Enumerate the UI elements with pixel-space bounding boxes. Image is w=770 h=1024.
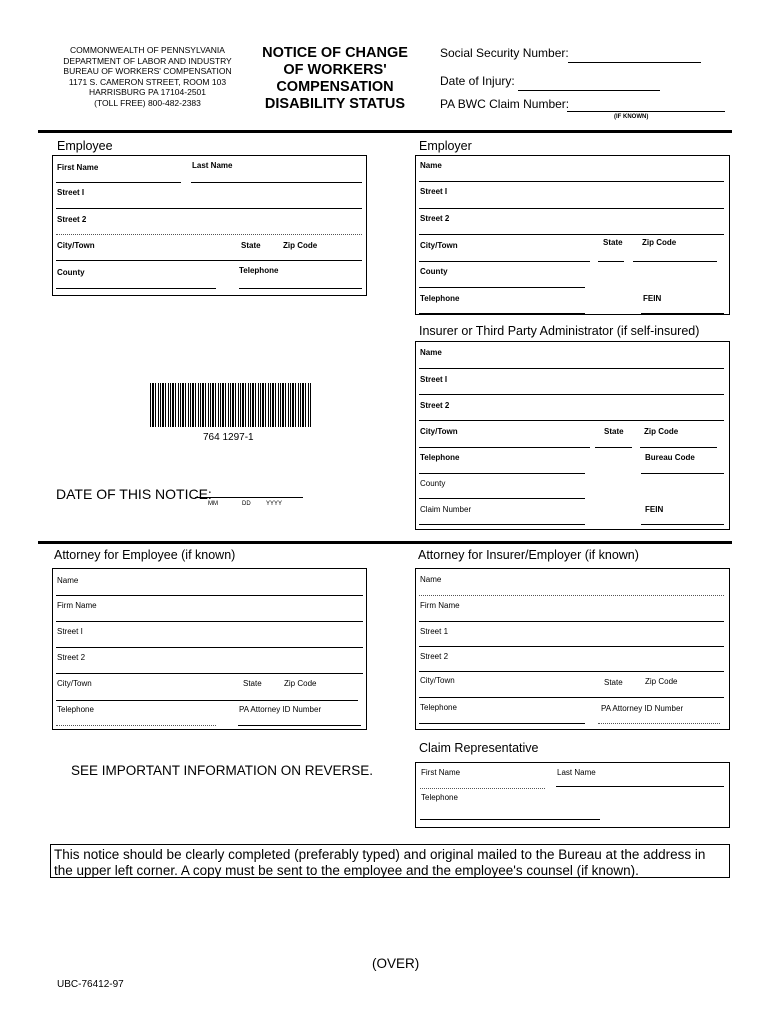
employee-county-label: County — [57, 268, 85, 277]
attorney-insurer-city-state-zip-field[interactable] — [419, 697, 724, 698]
employee-zip-label: Zip Code — [283, 241, 318, 250]
title-line: NOTICE OF CHANGE — [262, 45, 408, 61]
insurer-telephone-field[interactable] — [419, 473, 585, 474]
attorney-insurer-zip-label: Zip Code — [645, 677, 678, 686]
insurer-street2-field[interactable] — [419, 420, 724, 421]
insurer-name-label: Name — [420, 348, 442, 357]
employer-street1-field[interactable] — [419, 208, 724, 209]
attorney-employee-telephone-label: Telephone — [57, 705, 94, 714]
employee-city-state-zip-field[interactable] — [56, 260, 362, 261]
claim-rep-telephone-label: Telephone — [421, 793, 458, 802]
employee-box — [52, 155, 367, 296]
attorney-insurer-state-label: State — [604, 678, 623, 687]
attorney-employee-heading: Attorney for Employee (if known) — [54, 548, 236, 562]
claim-number-field[interactable] — [567, 99, 725, 112]
employer-city-field[interactable] — [419, 261, 590, 262]
employee-city-label: City/Town — [57, 241, 95, 250]
employee-first-name-field[interactable] — [56, 182, 181, 183]
employee-county-field[interactable] — [56, 288, 216, 289]
attorney-insurer-id-field[interactable] — [598, 723, 720, 724]
attorney-employee-city-state-zip-field[interactable] — [56, 700, 358, 701]
injury-date-field[interactable] — [518, 78, 660, 91]
agency-line: COMMONWEALTH OF PENNSYLVANIA — [70, 45, 225, 55]
notice-date-label: DATE OF THIS NOTICE: — [56, 486, 212, 502]
mid-rule — [38, 541, 732, 544]
employer-name-field[interactable] — [419, 181, 724, 182]
employer-street1-label: Street I — [420, 187, 448, 196]
attorney-employee-city-label: City/Town — [57, 679, 92, 688]
attorney-employee-street2-field[interactable] — [56, 673, 363, 674]
employee-state-label: State — [241, 241, 261, 250]
employer-state-label: State — [603, 238, 623, 247]
attorney-employee-state-label: State — [243, 679, 262, 688]
title-line: OF WORKERS' — [283, 62, 387, 78]
attorney-employee-street1-field[interactable] — [56, 647, 363, 648]
employer-fein-label: FEIN — [643, 294, 662, 303]
employee-telephone-label: Telephone — [239, 266, 279, 275]
attorney-employee-telephone-field[interactable] — [56, 725, 216, 726]
if-known-note: (IF KNOWN) — [614, 114, 649, 120]
employer-county-field[interactable] — [419, 287, 585, 288]
employer-state-field[interactable] — [598, 261, 624, 262]
attorney-insurer-name-field[interactable] — [419, 595, 724, 596]
attorney-insurer-street2-label: Street 2 — [420, 652, 449, 661]
employer-telephone-field[interactable] — [419, 313, 585, 314]
claim-rep-last-name-label: Last Name — [557, 768, 596, 777]
employee-last-name-field[interactable] — [191, 182, 362, 183]
claim-rep-first-name-field[interactable] — [420, 788, 545, 789]
attorney-insurer-telephone-label: Telephone — [420, 703, 457, 712]
claim-rep-telephone-field[interactable] — [420, 819, 600, 820]
header-rule — [38, 130, 732, 133]
employee-street2-field[interactable] — [56, 234, 362, 235]
insurer-zip-label: Zip Code — [644, 427, 679, 436]
barcode-number: 764 1297-1 — [203, 432, 254, 443]
notice-date-mm: MM — [208, 501, 218, 507]
attorney-employee-id-field[interactable] — [238, 725, 361, 726]
employer-zip-label: Zip Code — [642, 238, 677, 247]
insurer-street1-field[interactable] — [419, 394, 724, 395]
insurer-fein-label: FEIN — [645, 505, 664, 514]
insurer-state-field[interactable] — [595, 447, 632, 448]
ssn-field[interactable] — [568, 50, 701, 63]
employee-heading: Employee — [57, 139, 113, 153]
employer-heading: Employer — [419, 139, 472, 153]
barcode — [150, 383, 312, 427]
attorney-insurer-city-label: City/Town — [420, 676, 455, 685]
employer-city-label: City/Town — [420, 241, 458, 250]
attorney-employee-firm-label: Firm Name — [57, 601, 97, 610]
employer-street2-field[interactable] — [419, 234, 724, 235]
insurer-county-field[interactable] — [419, 498, 585, 499]
insurer-claim-number-field[interactable] — [419, 524, 585, 525]
attorney-insurer-telephone-field[interactable] — [419, 723, 585, 724]
insurer-heading: Insurer or Third Party Administrator (if self-insured) — [419, 324, 700, 338]
attorney-insurer-street1-field[interactable] — [419, 646, 724, 647]
attorney-employee-zip-label: Zip Code — [284, 679, 317, 688]
attorney-insurer-street2-field[interactable] — [419, 671, 724, 672]
insurer-claim-number-label: Claim Number — [420, 505, 472, 514]
claim-number-label: PA BWC Claim Number: — [440, 97, 570, 111]
insurer-fein-field[interactable] — [641, 524, 724, 525]
employee-last-name-label: Last Name — [192, 161, 233, 170]
notice-date-field[interactable] — [195, 497, 303, 498]
attorney-insurer-name-label: Name — [420, 575, 442, 584]
insurer-bureau-code-label: Bureau Code — [645, 453, 695, 462]
employer-fein-field[interactable] — [641, 313, 724, 314]
injury-date-label: Date of Injury: — [440, 74, 515, 88]
insurer-state-label: State — [604, 427, 624, 436]
insurer-city-field[interactable] — [419, 447, 590, 448]
employer-telephone-label: Telephone — [420, 294, 460, 303]
title-line: DISABILITY STATUS — [264, 96, 406, 112]
employee-street2-label: Street 2 — [57, 215, 87, 224]
claim-rep-last-name-field[interactable] — [556, 786, 724, 787]
insurer-name-field[interactable] — [419, 368, 724, 369]
attorney-employee-name-label: Name — [57, 576, 79, 585]
employer-county-label: County — [420, 267, 448, 276]
employee-first-name-label: First Name — [57, 163, 99, 172]
employer-street2-label: Street 2 — [420, 214, 450, 223]
attorney-employee-street1-label: Street I — [57, 627, 83, 636]
agency-line: HARRISBURG PA 17104-2501 — [88, 87, 206, 97]
notice-date-yyyy: YYYY — [266, 501, 283, 507]
employer-box — [415, 155, 730, 315]
ssn-label: Social Security Number: — [440, 46, 569, 60]
employer-name-label: Name — [420, 161, 442, 170]
attorney-employee-firm-field[interactable] — [56, 621, 363, 622]
attorney-employee-street2-label: Street 2 — [57, 653, 86, 662]
claim-rep-first-name-label: First Name — [421, 768, 461, 777]
attorney-employee-id-label: PA Attorney ID Number — [239, 705, 322, 714]
title-line: COMPENSATION — [276, 79, 394, 95]
attorney-insurer-firm-field[interactable] — [419, 621, 724, 622]
insurer-street1-label: Street I — [420, 375, 448, 384]
employer-zip-field[interactable] — [633, 261, 717, 262]
attorney-insurer-id-label: PA Attorney ID Number — [601, 704, 684, 713]
instructions-box: This notice should be clearly completed (preferably typed) and original mailed to the Bureau at the address in the upper left corner. A copy must be sent to the employee and the employee's counsel (if known). — [50, 844, 730, 878]
attorney-insurer-heading: Attorney for Insurer/Employer (if known) — [418, 548, 639, 562]
insurer-telephone-label: Telephone — [420, 453, 460, 462]
over-note: (OVER) — [372, 956, 420, 971]
insurer-city-label: City/Town — [420, 427, 458, 436]
agency-line: 1171 S. CAMERON STREET, ROOM 103 — [68, 76, 227, 87]
form-id: UBC-76412-97 — [57, 979, 124, 990]
insurer-zip-field[interactable] — [640, 447, 717, 448]
employee-street1-label: Street I — [57, 188, 85, 197]
insurer-box — [415, 341, 730, 530]
attorney-employee-name-field[interactable] — [56, 595, 363, 596]
notice-date-dd: DD — [242, 501, 251, 507]
attorney-insurer-firm-label: Firm Name — [420, 601, 460, 610]
form-title — [250, 45, 420, 113]
employee-street1-field[interactable] — [56, 208, 362, 209]
insurer-county-label: County — [420, 479, 446, 488]
agency-line: DEPARTMENT OF LABOR AND INDUSTRY — [63, 55, 232, 66]
agency-address — [55, 45, 240, 108]
insurer-bureau-code-field[interactable] — [641, 473, 724, 474]
agency-line: (TOLL FREE) 800-482-2383 — [94, 97, 201, 108]
attorney-insurer-street1-label: Street 1 — [420, 627, 449, 636]
agency-line: BUREAU OF WORKERS' COMPENSATION — [63, 66, 232, 76]
employee-telephone-field[interactable] — [239, 288, 362, 289]
important-info-note: SEE IMPORTANT INFORMATION ON REVERSE. — [71, 763, 374, 778]
claim-rep-heading: Claim Representative — [419, 741, 539, 755]
insurer-street2-label: Street 2 — [420, 401, 450, 410]
